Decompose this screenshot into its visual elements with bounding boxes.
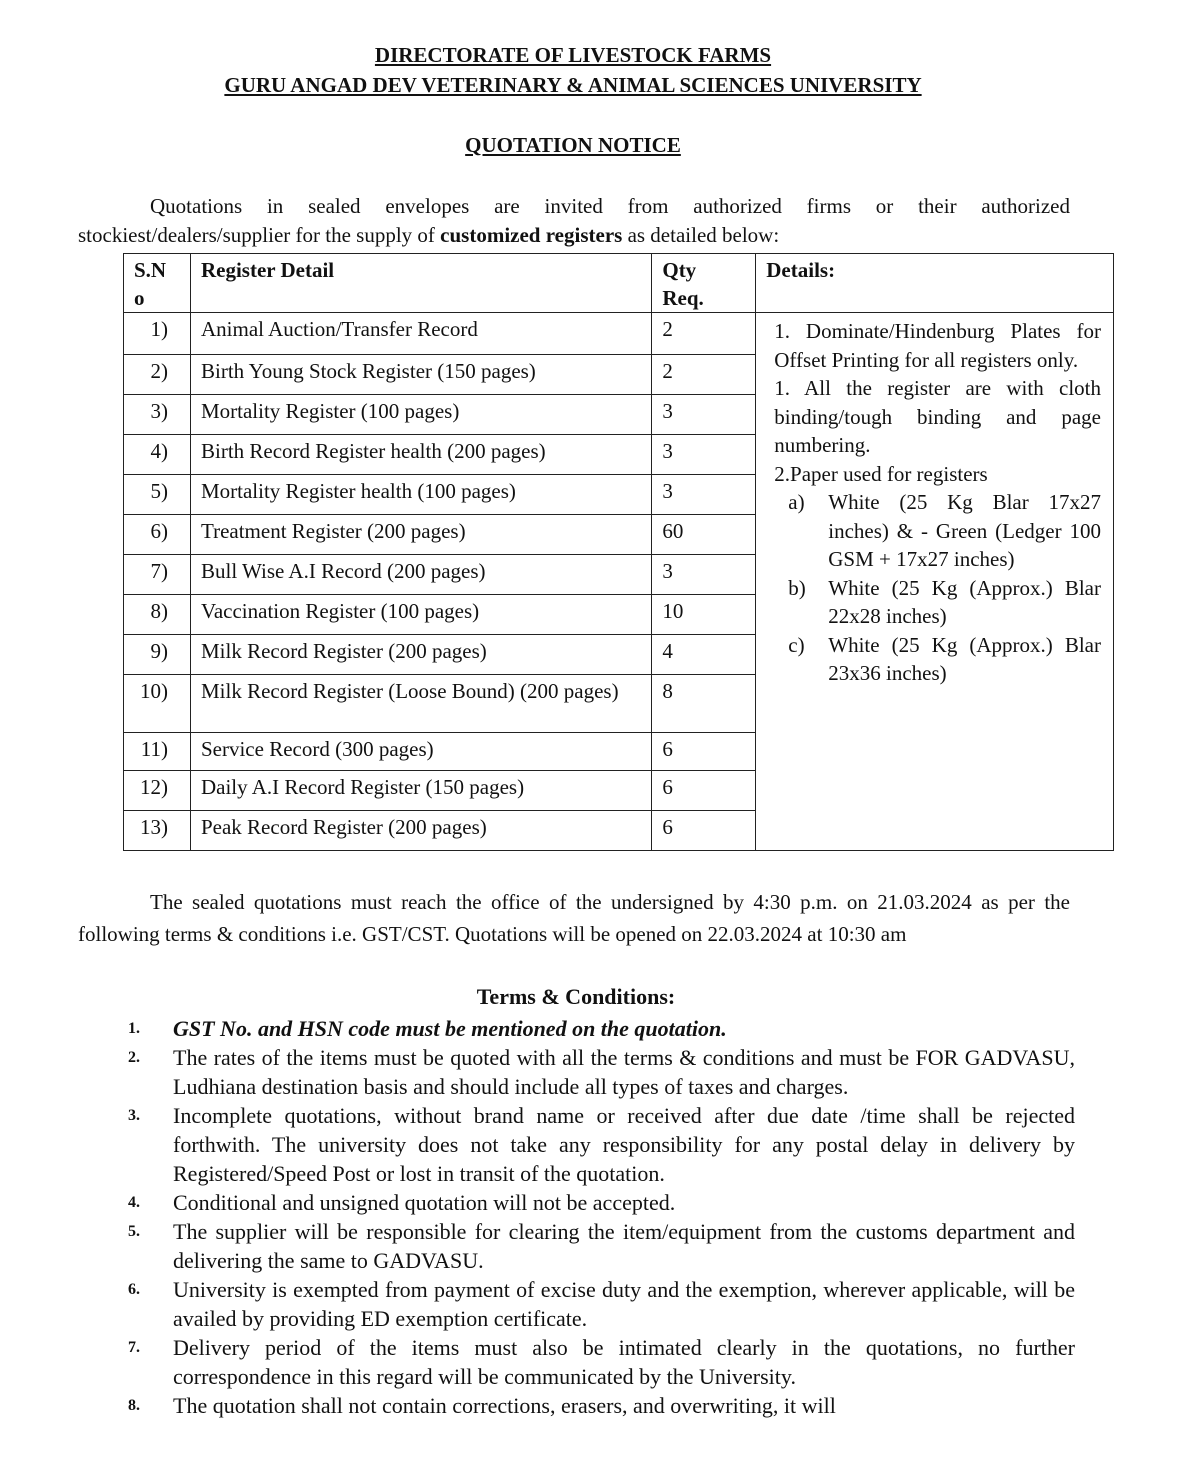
term-number: 1. <box>128 1020 140 1037</box>
row-register-detail: Treatment Register (200 pages) <box>190 515 651 555</box>
row-register-detail: Mortality Register health (100 pages) <box>190 475 651 515</box>
term-text: Incomplete quotations, without brand name or received after due date /time shall be rejected forthwith. The university does not take any responsibility for any postal delay in delivery by Registered/Speed Post or lost in transit of the quotation. <box>173 1103 1075 1186</box>
details-plates: 1. Dominate/Hindenburg Plates for Offset Printing for all registers only. <box>774 319 1101 372</box>
term-number: 3. <box>128 1107 140 1124</box>
row-qty: 2 <box>652 313 756 355</box>
row-register-detail: Peak Record Register (200 pages) <box>190 811 651 851</box>
terms-list <box>120 1014 1075 1420</box>
row-sn: 3) <box>124 395 191 435</box>
row-register-detail: Milk Record Register (200 pages) <box>190 635 651 675</box>
paper-a-text: White (25 Kg Blar 17x27 inches) & - Green (Ledger 100 GSM + 17x27 inches) <box>828 490 1101 571</box>
term-number: 8. <box>128 1397 140 1414</box>
details-paper-b <box>774 574 1101 631</box>
term-number: 2. <box>128 1049 140 1066</box>
header-sn: S.N o <box>124 254 191 313</box>
term-text: Conditional and unsigned quotation will not be accepted. <box>173 1190 676 1215</box>
header-register-detail: Register Detail <box>190 254 651 313</box>
table-header-row <box>124 254 1114 313</box>
row-register-detail: Service Record (300 pages) <box>190 733 651 771</box>
details-paper: 2.Paper used for registers <box>774 461 988 486</box>
row-register-detail: Mortality Register (100 pages) <box>190 395 651 435</box>
row-qty: 60 <box>652 515 756 555</box>
row-sn: 2) <box>124 355 191 395</box>
term-text: The rates of the items must be quoted with all the terms & conditions and must be FOR GADVASU, Ludhiana destination basis and should include all types of taxes and charges. <box>173 1045 1075 1099</box>
header-university: GURU ANGAD DEV VETERINARY & ANIMAL SCIENCES UNIVERSITY <box>224 73 922 97</box>
term-text: The quotation shall not contain corrections, erasers, and overwriting, it will <box>173 1393 836 1418</box>
row-register-detail: Animal Auction/Transfer Record <box>190 313 651 355</box>
list-item <box>120 1275 1075 1333</box>
list-item <box>120 1101 1075 1188</box>
row-sn: 12) <box>124 771 191 811</box>
term-text: University is exempted from payment of excise duty and the exemption, wherever applicable, will be availed by providing ED exemption certificate. <box>173 1277 1075 1331</box>
row-qty: 6 <box>652 733 756 771</box>
row-sn: 10) <box>124 675 191 733</box>
details-binding: 1. All the register are with cloth binding/tough binding and page numbering. <box>774 376 1101 457</box>
list-item <box>120 1188 1075 1217</box>
row-register-detail: Birth Record Register health (200 pages) <box>190 435 651 475</box>
intro-text-before: Quotations in sealed envelopes are invited from authorized firms or their authorized stockiest/dealers/supplier for the supply of <box>78 194 1070 247</box>
details-paper-a <box>774 488 1101 574</box>
term-number: 7. <box>128 1339 140 1356</box>
paper-c-label: c) <box>788 632 805 657</box>
row-qty: 6 <box>652 811 756 851</box>
intro-bold: customized registers <box>440 223 623 247</box>
paper-b-label: b) <box>788 575 806 600</box>
row-sn: 5) <box>124 475 191 515</box>
row-register-detail: Milk Record Register (Loose Bound) (200 pages) <box>190 675 651 733</box>
row-sn: 13) <box>124 811 191 851</box>
row-sn: 4) <box>124 435 191 475</box>
intro-text-after: as detailed below: <box>622 223 780 247</box>
list-item <box>120 1333 1075 1391</box>
row-sn: 1) <box>124 313 191 355</box>
term-number: 6. <box>128 1281 140 1298</box>
term-number: 4. <box>128 1194 140 1211</box>
row-register-detail: Daily A.I Record Register (150 pages) <box>190 771 651 811</box>
row-register-detail: Vaccination Register (100 pages) <box>190 595 651 635</box>
paper-c-text: White (25 Kg (Approx.) Blar 23x36 inches) <box>828 632 1101 685</box>
row-qty: 2 <box>652 355 756 395</box>
registers-table <box>123 253 1114 851</box>
term-text: GST No. and HSN code must be mentioned on the quotation. <box>173 1016 727 1041</box>
row-qty: 3 <box>652 555 756 595</box>
row-qty: 3 <box>652 475 756 515</box>
row-qty: 10 <box>652 595 756 635</box>
paper-a-label: a) <box>788 490 805 514</box>
details-cell <box>756 313 1114 851</box>
list-item <box>120 1391 1075 1420</box>
header-details: Details: <box>756 254 1114 313</box>
paper-b-text: White (25 Kg (Approx.) Blar 22x28 inches) <box>828 575 1101 628</box>
intro-paragraph <box>78 192 1070 250</box>
row-sn: 9) <box>124 635 191 675</box>
header-directorate: DIRECTORATE OF LIVESTOCK FARMS <box>374 43 772 67</box>
row-qty: 3 <box>652 395 756 435</box>
details-paper-c <box>774 631 1101 688</box>
terms-title: Terms & Conditions: <box>476 984 676 1009</box>
term-text: Delivery period of the items must also be intimated clearly in the quotations, no further correspondence in this regard will be communicated by the University. <box>173 1335 1075 1389</box>
closing-paragraph <box>78 886 1070 950</box>
row-sn: 8) <box>124 595 191 635</box>
row-sn: 7) <box>124 555 191 595</box>
row-qty: 8 <box>652 675 756 733</box>
list-item <box>120 1014 1075 1043</box>
table-row <box>124 313 1114 355</box>
header-qty: Qty Req. <box>652 254 756 313</box>
list-item <box>120 1217 1075 1275</box>
term-text: The supplier will be responsible for clearing the item/equipment from the customs department and delivering the same to GADVASU. <box>173 1219 1075 1273</box>
row-qty: 4 <box>652 635 756 675</box>
term-number: 5. <box>128 1223 140 1240</box>
notice-title: QUOTATION NOTICE <box>465 133 681 157</box>
row-sn: 6) <box>124 515 191 555</box>
row-qty: 6 <box>652 771 756 811</box>
row-qty: 3 <box>652 435 756 475</box>
list-item <box>120 1043 1075 1101</box>
row-register-detail: Birth Young Stock Register (150 pages) <box>190 355 651 395</box>
row-register-detail: Bull Wise A.I Record (200 pages) <box>190 555 651 595</box>
closing-text: The sealed quotations must reach the office of the undersigned by 4:30 p.m. on 21.03.2024 as per the following terms & conditions i.e. GST/CST. Quotations will be opened on 22.03.2024 at 10:30 am <box>78 890 1070 946</box>
row-sn: 11) <box>124 733 191 771</box>
